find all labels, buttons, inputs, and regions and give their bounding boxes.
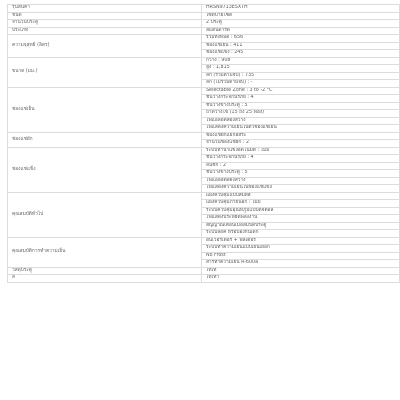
- spec-row: [8, 87, 400, 95]
- spec-value: ไทเทา: [202, 275, 400, 283]
- spec-value: แผงควบคุมภายนอก : ไม่มี: [202, 200, 400, 208]
- spec-value: No Frost: [202, 252, 400, 260]
- spec-value: ช่องแช่ผักแยกอิสระ: [202, 132, 400, 140]
- spec-value: ระบบควบคุมอุณหภูมิแบบดิจิตอล: [202, 207, 400, 215]
- spec-row: [8, 12, 400, 20]
- spec-value: สูง : 1,815: [202, 65, 400, 73]
- spec-value: ไฟแอลอีดีส่องสว่าง: [202, 117, 400, 125]
- spec-label: วัสดุประตู: [8, 267, 202, 275]
- spec-label: ช่องแช่ผัก: [8, 132, 202, 147]
- spec-label: สี: [8, 275, 202, 283]
- spec-value: ชั้นวางกระจกนิรภัย : 4: [202, 155, 400, 163]
- spec-value: ไฟแสดงประหยัดพลังงาน: [202, 215, 400, 223]
- spec-label: รุ่นสินค้า: [8, 5, 202, 13]
- spec-label: จำนวนประตู: [8, 20, 202, 28]
- spec-row: [8, 275, 400, 283]
- spec-value: Selectable Zone : 3 to -2 °C: [202, 87, 400, 95]
- spec-label: ช่องแช่เย็น: [8, 87, 202, 132]
- spec-row: [8, 132, 400, 140]
- spec-row: [8, 147, 400, 155]
- spec-value: จำนวนช่องแช่ผัก : 2: [202, 140, 400, 148]
- spec-row: [8, 237, 400, 245]
- spec-value: ระบบทำน้ำแข็งอัตโนมัติ : ไม่มี: [202, 147, 400, 155]
- spec-value: ลิ้นชัก : 2: [202, 162, 400, 170]
- spec-value: HRSN9713ESXTH: [202, 5, 400, 13]
- spec-row: [8, 5, 400, 13]
- spec-value: อินเวอร์เตอร์ + ฟิลเตอร์: [202, 237, 400, 245]
- spec-value: 2 ประตู: [202, 20, 400, 28]
- spec-value: ไฟแสดงความเย็นในช่องแช่แข็ง: [202, 185, 400, 193]
- spec-value: ระบบล็อค หรือป้องกันเด็ก: [202, 230, 400, 238]
- spec-value: ลึก (ไม่รวมด้ามจับ) : -: [202, 80, 400, 88]
- spec-label: ประเภท: [8, 27, 202, 35]
- spec-value: สัญญาณเตือนเมื่อลืมปิดประตู: [202, 222, 400, 230]
- spec-table: [7, 4, 400, 283]
- spec-value: ลึก (รวมด้ามจับ) : 735: [202, 72, 400, 80]
- spec-value: ชั้นวางข้างประตู : 5: [202, 170, 400, 178]
- spec-label: ขนาด (มม.): [8, 57, 202, 87]
- spec-value: ช่องแช่แข็ง : 245: [202, 50, 400, 58]
- spec-value: สแตนดาร์ด: [202, 27, 400, 35]
- spec-value: ไทเท: [202, 267, 400, 275]
- spec-row: [8, 35, 400, 43]
- spec-value: ไซด์บายไซด์: [202, 12, 400, 20]
- spec-value: ระบบทำความเย็นแบบเย็นเยือก: [202, 245, 400, 253]
- spec-value: ช่องแช่เย็น : 411: [202, 42, 400, 50]
- spec-value: ชั้นวางข้างประตู : 5: [202, 102, 400, 110]
- spec-value: ไฟแอลอีดีส่องสว่าง: [202, 177, 400, 185]
- spec-value: กว้าง : 908: [202, 57, 400, 65]
- spec-row: [8, 57, 400, 65]
- spec-value: ถาดวางไข่ (15 ถึง 25 ฟอง): [202, 110, 400, 118]
- spec-label: คุณสมบัติทั่วไป: [8, 192, 202, 237]
- spec-label: ความจุสุทธิ (ลิตร): [8, 35, 202, 58]
- spec-value: รวมทั้งหมด : 656: [202, 35, 400, 43]
- spec-value: แผงควบคุมแบบสัมผัส: [202, 192, 400, 200]
- spec-row: [8, 192, 400, 200]
- spec-row: [8, 27, 400, 35]
- spec-value: สารทำความเย็น R-600a: [202, 260, 400, 268]
- spec-label: ชนิด: [8, 12, 202, 20]
- spec-label: คุณสมบัติการทำความเย็น: [8, 237, 202, 267]
- spec-table-body: [8, 5, 400, 283]
- spec-value: ไฟแสดงความเย็นในตัวช่องแช่เย็น: [202, 125, 400, 133]
- spec-value: ชั้นวางกระจกนิรภัย : 4: [202, 95, 400, 103]
- spec-label: ช่องแช่แข็ง: [8, 147, 202, 192]
- spec-row: [8, 20, 400, 28]
- spec-row: [8, 267, 400, 275]
